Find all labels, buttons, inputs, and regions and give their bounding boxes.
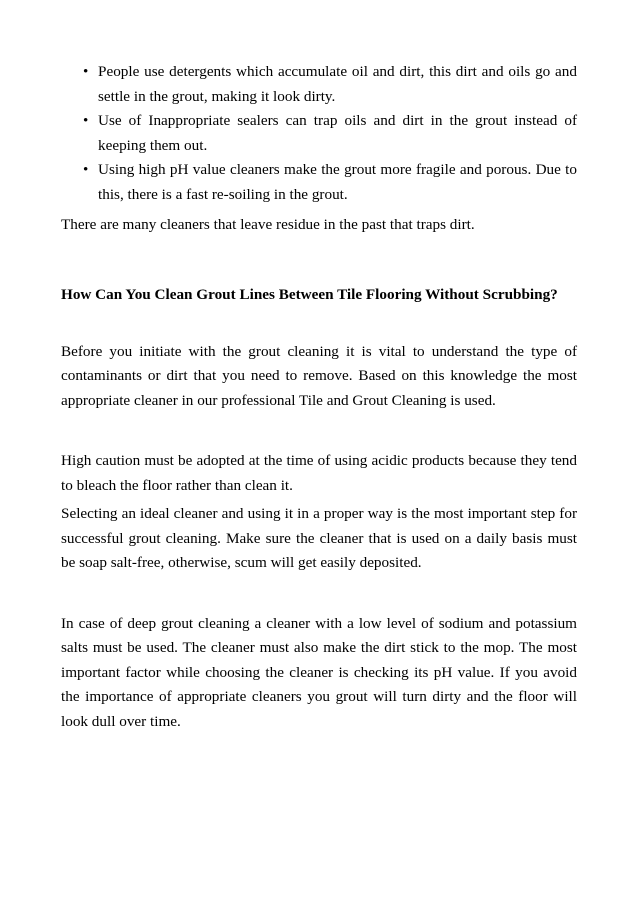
document-page: [61, 60, 577, 734]
section-heading: How Can You Clean Grout Lines Between Tile Flooring Without Scrubbing?: [61, 285, 558, 303]
residue-paragraph: There are many cleaners that leave residue in the past that traps dirt.: [61, 216, 475, 233]
caution-paragraph: High caution must be adopted at the time of using acidic products because they tend to bleach the floor rather than clean it.: [61, 452, 577, 494]
list-item-text: Use of Inappropriate sealers can trap oils and dirt in the grout instead of keeping them out.: [98, 112, 577, 154]
list-item-text: Using high pH value cleaners make the grout more fragile and porous. Due to this, there is a fast re-soiling in the grout.: [98, 161, 577, 203]
list-item: [61, 109, 577, 158]
bullet-icon: •: [83, 161, 89, 178]
selecting-cleaner-paragraph: Selecting an ideal cleaner and using it in a proper way is the most important step for successful grout cleaning. Make sure the cleaner that is used on a daily basis must be soap salt-free, otherwise, scum will get easily deposited.: [61, 505, 577, 571]
deep-cleaning-paragraph: In case of deep grout cleaning a cleaner with a low level of sodium and potassium salts must be used. The cleaner must also make the dirt stick to the mop. The most important factor while choosing the cleaner is checking its pH value. If you avoid the importance of appropriate cleaners you grout will turn dirty and the floor will look dull over time.: [61, 614, 577, 730]
bullet-icon: •: [83, 112, 89, 129]
list-item: [61, 158, 577, 207]
list-item: [61, 60, 577, 109]
before-cleaning-paragraph: Before you initiate with the grout cleaning it is vital to understand the type of contaminants or dirt that you need to remove. Based on this knowledge the most appropriate cleaner in our professional Tile and Grout Cleaning is used.: [61, 342, 577, 409]
list-item-text: People use detergents which accumulate oil and dirt, this dirt and oils go and settle in the grout, making it look dirty.: [98, 63, 577, 105]
bullet-icon: •: [83, 63, 89, 80]
causes-bullet-list: [61, 60, 577, 207]
